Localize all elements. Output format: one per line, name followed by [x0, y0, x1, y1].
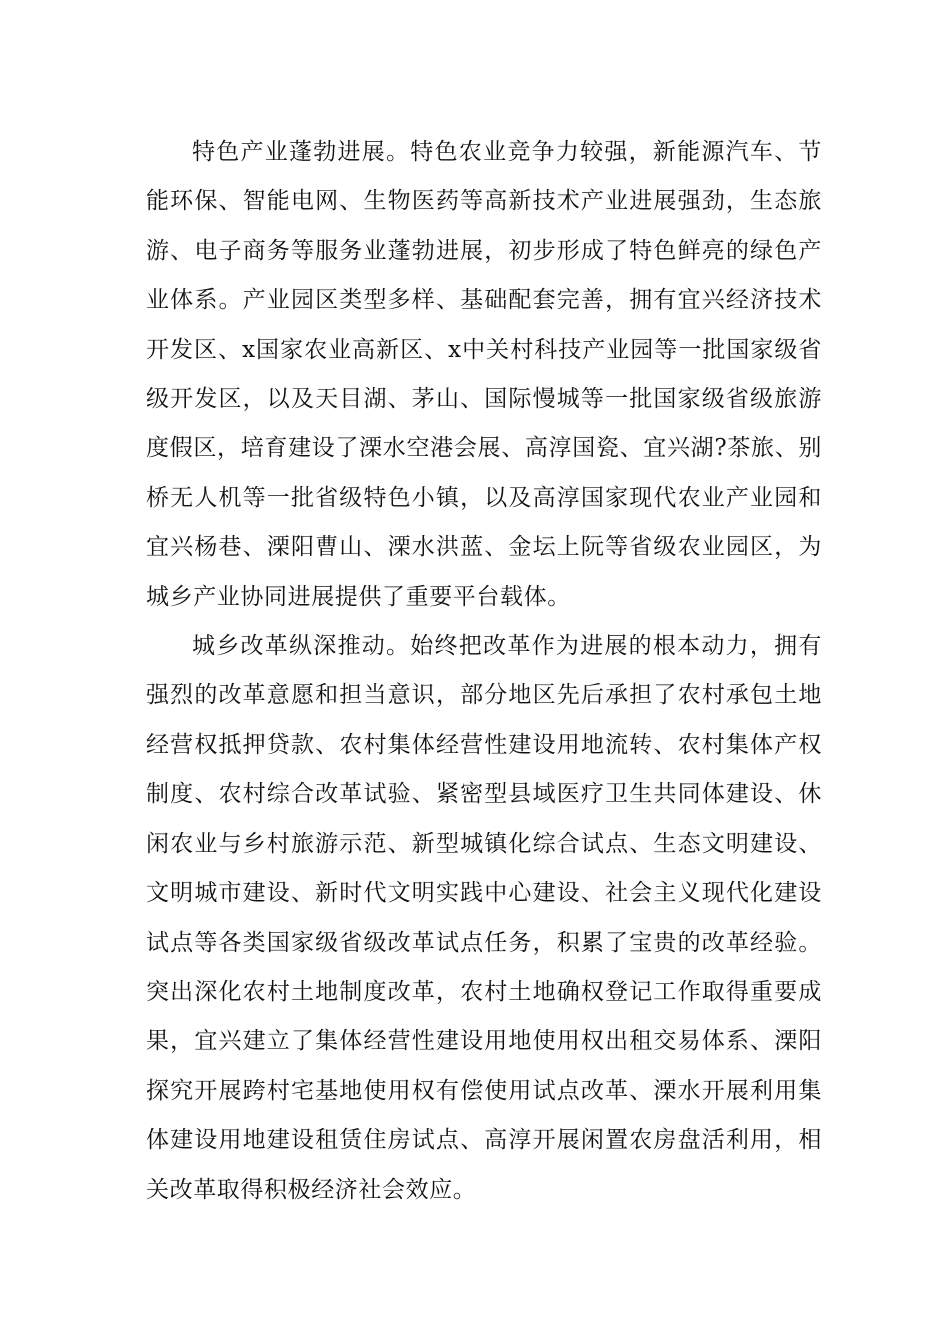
document-body — [146, 128, 822, 1215]
paragraph-industry: 特色产业蓬勃进展。特色农业竞争力较强，新能源汽车、节能环保、智能电网、生物医药等高新技术产业进展强劲，生态旅游、电子商务等服务业蓬勃进展，初步形成了特色鲜亮的绿色产业体系。产业园区类型多样、基础配套完善，拥有宜兴经济技术开发区、x国家农业高新区、x中关村科技产业园等一批国家级省级开发区，以及天目湖、茅山、国际慢城等一批国家级省级旅游度假区，培育建设了溧水空港会展、高淳国瓷、宜兴湖?茶旅、别桥无人机等一批省级特色小镇，以及高淳国家现代农业产业园和宜兴杨巷、溧阳曹山、溧水洪蓝、金坛上阮等省级农业园区，为城乡产业协同进展提供了重要平台载体。 — [146, 139, 822, 610]
paragraph-reform: 城乡改革纵深推动。始终把改革作为进展的根本动力，拥有强烈的改革意愿和担当意识，部分地区先后承担了农村承包土地经营权抵押贷款、农村集体经营性建设用地流转、农村集体产权制度、农村综合改革试验、紧密型县域医疗卫生共同体建设、休闲农业与乡村旅游示范、新型城镇化综合试点、生态文明建设、文明城市建设、新时代文明实践中心建设、社会主义现代化建设试点等各类国家级省级改革试点任务，积累了宝贵的改革经验。突出深化农村土地制度改革，农村土地确权登记工作取得重要成果，宜兴建立了集体经营性建设用地使用权出租交易体系、溧阳探究开展跨村宅基地使用权有偿使用试点改革、溧水开展利用集体建设用地建设租赁住房试点、高淳开展闲置农房盘活利用，相关改革取得积极经济社会效应。 — [146, 633, 822, 1203]
